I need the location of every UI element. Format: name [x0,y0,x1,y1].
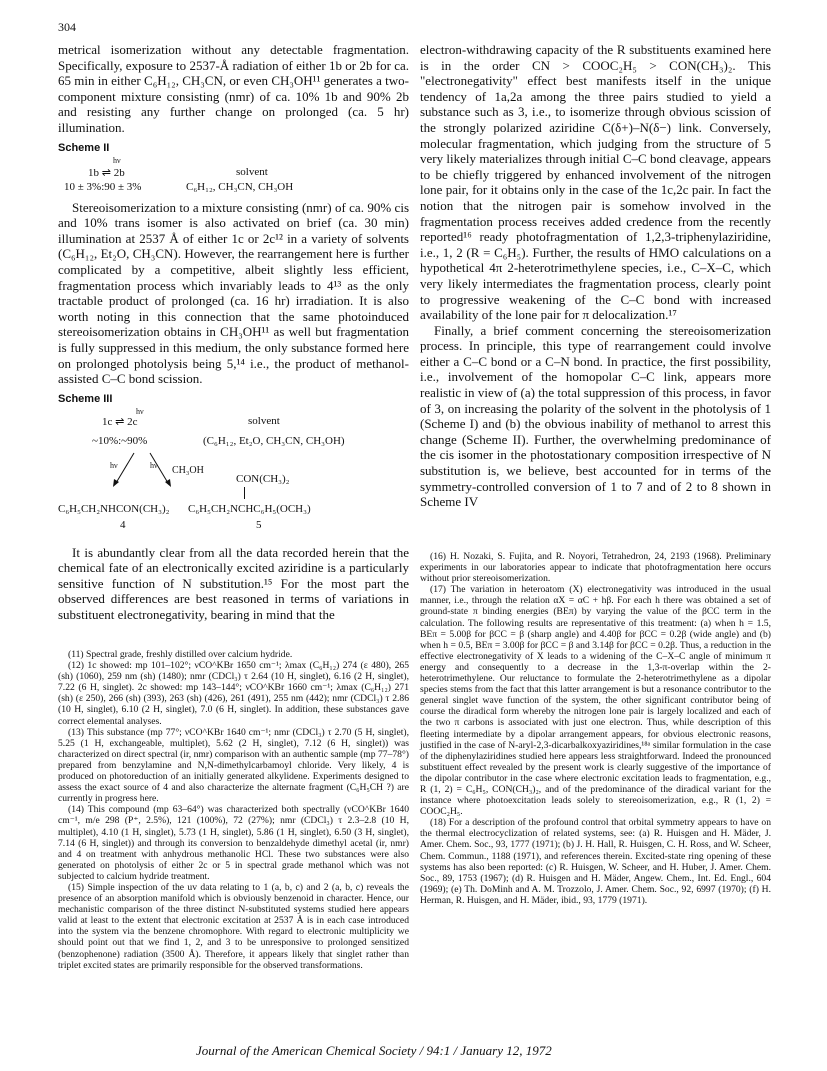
footnote: (17) The variation in heteroatom (X) electronegativity was introduced in the usual manner, i.e., through the relation αX = αC + hβ. For each h there was obtained a set of ground-state π binding energies (BEπ) by varying the value of the βCC term in the calculation. The following results are representative of this treatment: (a) when h = 1.5, BEπ = 5.00β for βCC = β (sharp angle) and 4.40β for βCC = 0.2β (wide angle) and (b) when h = 0.5, BEπ = 3.00β for βCC = β and 3.14β for βCC = 0.2β. Thus, a reduction in the effective electronegativity of X leads to a widening of the C–X–C angle of minimum π energy and consequently to a decrease in the 1,3-π-overlap within the 2-heterotrimethylene. Our reluctance to formulate the 2-heterotrimethylene as a dipolar species stems from the fact that this latter arrangement is but a resonance contributor to the general singlet wave function of the system, the other significant contributor being of course the diradical form whereby the nitrogen lone pair is largely localized and each of the two π carbons is associated with just one electron. Thus, while description of this fleeting intermediate by a dipolar arrangement appears, for obvious electronic reasons, justified in the case of N-aryl-2,3-dicarbalkoxyaziridines,¹⁸ᵃ similar formulation in the case of the diphenylaziridines studied here appears less straightforward. Indeed the pronounced substituent effect revealed by the present work is clearly suggestive of the importance of the dipolar contributor in the case where electronic excitation leads to fragmentation, e.g., R (1, 2) = C₆H₅, CON(CH₃)₂, and of the predominance of the diradical variant for the instance where photoexcitation leads solely to stereoisomerization, e.g., R (1, 2) = COOC₂H₅. [420,584,771,818]
scheme-iii [58,406,409,545]
product-5-substituent: CON(CH₃)₂ [236,472,290,485]
scheme-ratio: ~10%:~90% [92,434,148,447]
journal-footer: Journal of the American Chemical Society / 94:1 / January 12, 1972 [196,1043,552,1058]
hv-label: hν [150,460,158,470]
scheme-solvent-label: solvent [248,414,280,427]
footnote: (11) Spectral grade, freshly distilled over calcium hydride. [68,649,293,660]
scheme-ratio: 10 ± 3%:90 ± 3% [64,180,142,193]
hv-label: hν [136,406,144,416]
body-paragraph: Finally, a brief comment concerning the stereoisomerization process. In principle, this type of rearrangement could involve either a C–C bond or a C–N bond. In practice, the first possibility, i.e., involvement of the homopolar C–C link, appears more realistic in view of (a) the total suppression of this process, in favor of 3, on increasing the polarity of the solvent in the photolysis of 1 (Scheme I) and (b) the obvious inability of methanol to arrest this change (Scheme II). Further, the overwhelming predominance of the cis isomer in the photostationary composition irrespective of N substitution is, we believe, best accounted for in terms of the symmetry-controlled conversion of 1 to 7 and of 2 to 8 shown in Scheme IV [420,322,771,510]
body-paragraph: Stereoisomerization to a mixture consisting (nmr) of ca. 90% cis and 10% trans isomer is also activated on brief (ca. 30 min) illumination at 2537 Å of either 1c or 2c¹² in a variety of solvents (C₆H₁₂, Et₂O, CH₃CN). However, the rearrangement here is further complicated by a competitive, albeit slightly less efficient, fragmentation process which invariably leads to 4¹³ as the only tractable product of prolonged (ca. 16 hr) irradiation. It is also worth noting in this connection that the same photoinduced stereoisomerization obtains in CH₃OH¹¹ as well but fragmentation is fully suppressed in this medium, the only substance formed here on prolonged photolysis being 5,¹⁴ i.e., the product of methanol-assisted C–C bond scission. [58,199,409,387]
scheme-reaction: 1c ⇌ 2c [102,415,138,428]
footnotes-left [58,649,409,971]
scheme-title: Scheme III [58,392,113,405]
scheme-reaction: 1b ⇌ 2b [88,166,125,179]
footnote: (14) This compound (mp 63–64°) was characterized both spectrally (νCO^KBr 1640 cm⁻¹, m/e 298 (P⁺, 2.5%), 121 (100%), 72 (27%); nmr (CDCl₃) τ 2.3–2.8 (10 H, multiplet), 4.10 (1 H, singlet), 5.73 (1 H, singlet), 5.86 (1 H, singlet), 6.50 (3 H, singlet), 7.14 (6 H, singlet)) and through its conversion to benzaldehyde dimethyl acetal (ir, nmr) and 4 on treatment with anhydrous methanolic HCl. These two substances were also generated on photolysis of either 2c or 5 in spectral grade methanol which was not subjected to calcium hydride treatment. [58,804,409,882]
product-5: C₆H₅CH₂NCHC₆H₅(OCH₃) [188,502,311,515]
scheme-ii [58,155,409,200]
footnote: (12) 1c showed: mp 101–102°; νCO^KBr 1650 cm⁻¹; λmax (C₆H₁₂) 274 (ε 480), 265 (sh) (1060), 259 nm (sh) (1480); nmr (CDCl₃) τ 2.64 (10 H, singlet), 6.16 (2 H, singlet), 7.22 (6 H, singlet). 2c showed: mp 143–144°; νCO^KBr 1660 cm⁻¹; λmax (C₆H₁₂) 271 (sh) (ε 250), 266 (sh) (393), 263 (sh) (426), 261 (491), 255 nm (442); nmr (CDCl₃) τ 2.86 (10 H, singlet), 6.10 (2 H, singlet), 7.0 (6 H, singlet). In addition, these substances gave correct elemental analyses. [58,660,409,727]
bond-line [244,487,245,499]
product-4-number: 4 [120,518,126,531]
footnote: (13) This substance (mp 77°; νCO^KBr 1640 cm⁻¹; nmr (CDCl₃) τ 2.70 (5 H, singlet), 5.25 (1 H, exchangeable, multiplet), 5.62 (2 H, singlet), 7.12 (6 H, singlet)) was characterized on direct spectral (ir, nmr) comparison with an authentic sample (mp 77–78°) prepared from benzylamine and N,N-dimethylcarbamoyl chloride. Very likely, 4 is produced on photoreduction of an initially generated alkylidene. Experiments designed to assess the exact source of 4 and also characterize the alternate fragment (C₆H₅CH ?) are currently in progress here. [58,726,409,805]
footnotes-right [420,551,771,906]
hv-label: hν [113,155,121,165]
product-4: C₆H₅CH₂NHCON(CH₃)₂ [58,502,170,515]
body-paragraph: It is abundantly clear from all the data recorded herein that the chemical fate of an electronically excited aziridine is a particularly sensitive function of N substitution.¹⁵ For the most part the observed differences are best reasoned in terms of variations in substituent electronegativity, bearing in mind that the [58,544,409,623]
hv-label: hν [110,460,118,470]
body-paragraph: electron-withdrawing capacity of the R substituents examined here is in the order CN > COOC₂H₅ > CON(CH₃)₂. This "electronegativity" effect best manifests itself in the unique tendency of 1a,2a among the three pairs studied to yield a substance such as 3, i.e., to isomerize through obvious scission of the strongly polarized aziridine C(δ+)–N(δ−) link. Conversely, molecular fragmentation, which judging from the structure of 5 very likely materializes through initial C–C bond cleavage, appears to be chiefly triggered by enhanced involvement of the nitrogen lone pair, for it obtains only in the case of the 1c,2c pair. In fact the notion that the nitrogen pair is somehow involved in the fragmentation process receives added credence from the recently reported¹⁶ ready photofragmentation of 1,2,3-triphenylaziridine, i.e., 1, 2 (R = C₆H₅). Further, the results of HMO calculations on a hypothetical 4π 2-heterotrimethylene species, i.e., C–X–C, which very likely intermediates the fragmentation process, clearly point to progressive weakening of the C–C bond with increased availability of the lone pair for π delocalization.¹⁷ [420,42,771,323]
footnote: (16) H. Nozaki, S. Fujita, and R. Noyori, Tetrahedron, 24, 2193 (1968). Preliminary experiments in our laboratories appear to indicate that photofragmentation here occurs without prior stereoisomerization. [420,551,771,585]
scheme-title: Scheme II [58,141,110,154]
page-number: 304 [58,20,76,34]
body-paragraph: metrical isomerization without any detectable fragmentation. Specifically, exposure to 2537-Å radiation of either 1b or 2b for ca. 65 min in either C₆H₁₂, CH₃CN, or even CH₃OH¹¹ generates a two-component mixture consisting (nmr) of ca. 10% 1b and 90% 2b and resisting any further change on prolonged (ca. 5 hr) illumination. [58,42,409,135]
right-column [420,42,771,510]
left-column [58,42,409,623]
footnote: (18) For a description of the profound control that orbital symmetry appears to have on the thermal electrocyclization of related systems, see: (a) R. Huisgen and H. Mäder, J. Amer. Chem. Soc., 93, 1777 (1971); (b) J. H. Hall, R. Huisgen, C. H. Ross, and W. Scheer, Chem. Commun., 1188 (1971), and references therein. Excited-state ring opening of these systems has also been reported: (c) R. Huisgen, W. Scheer, and H. Huber, J. Amer. Chem. Soc., 89, 1753 (1967); (d) R. Huisgen and H. Mäder, Angew. Chem., Int. Ed. Engl., 604 (1969); (e) Th. DoMinh and A. M. Trozzolo, J. Amer. Chem. Soc., 92, 6997 (1970); (f) H. Herman, R. Huisgen, and H. Mäder, ibid., 93, 1779 (1971). [420,817,771,906]
scheme-solvent-label: solvent [236,165,268,178]
product-5-number: 5 [256,518,262,531]
scheme-solvents: C₆H₁₂, CH₃CN, CH₃OH [186,180,294,193]
footnote: (15) Simple inspection of the uv data relating to 1 (a, b, c) and 2 (a, b, c) reveals the presence of an absorption manifold which is obviously benzenoid in character. Hence, our mechanistic comparison of the three distinct N-substituted systems studied here appears valid at least to the extent that electronic excitation at 2537 Å is in each case introduced into the system via the benzene chromophore. With regard to electronic multiplicity we should point out that we find 1, 2, and 3 to be unresponsive to prolonged sensitized (benzophenone) radiation (3500 Å). Therefore, it appears likely that singlet rather than triplet excited states are primarily responsible for the observed transformations. [58,881,409,971]
scheme-solvents: (C₆H₁₂, Et₂O, CH₃CN, CH₃OH) [203,434,345,447]
scheme-reagent: CH₃OH [172,464,204,476]
